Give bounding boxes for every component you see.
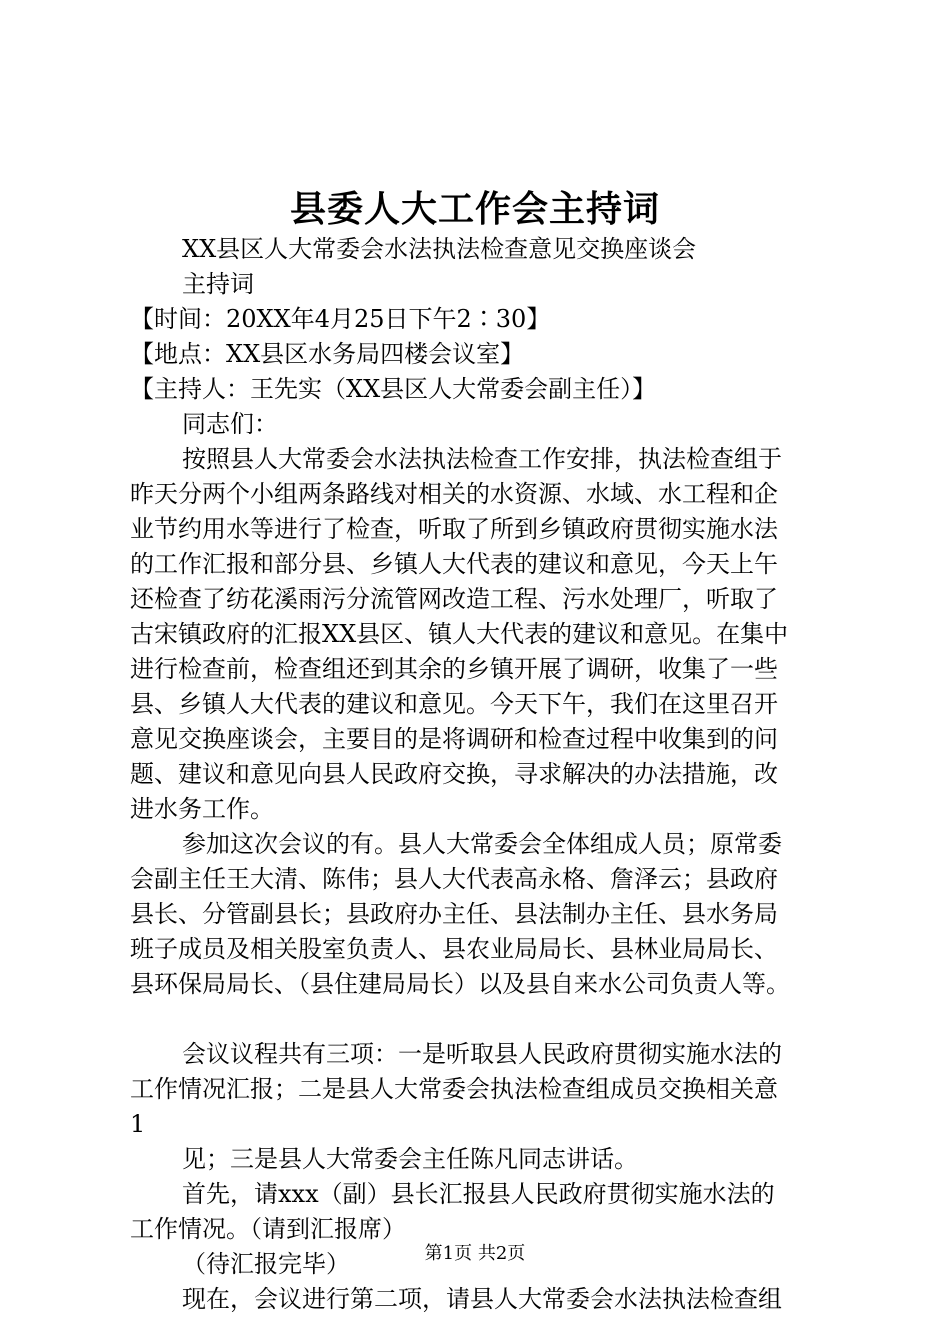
text-line: 见；三是县人大常委会主任陈凡同志讲话。 [182, 1145, 638, 1173]
text-line: 县环保局局长、（县住建局局长）以及县自来水公司负责人等。 [130, 970, 790, 998]
text-block-main [130, 232, 830, 1002]
text-line: 班子成员及相关股室负责人、县农业局局长、县林业局局长、 [130, 935, 778, 963]
text-line: 【主持人：王先实（XX县区人大常委会副主任）】 [130, 375, 657, 403]
text-line: 进水务工作。 [130, 795, 274, 823]
text-line: 昨天分两个小组两条路线对相关的水资源、水域、水工程和企 [130, 480, 778, 508]
text-line: XX县区人大常委会水法执法检查意见交换座谈会 [182, 235, 697, 263]
text-line: 进行检查前，检查组还到其余的乡镇开展了调研，收集了一些 [130, 655, 778, 683]
text-line: 古宋镇政府的汇报XX县区、镇人大代表的建议和意见。在集中 [130, 620, 789, 648]
blank-line [130, 1002, 830, 1037]
text-line: 题、建议和意见向县人民政府交换，寻求解决的办法措施，改 [130, 760, 778, 788]
text-line: 工作情况。（请到汇报席） [130, 1215, 406, 1243]
text-line: 【时间：20XX年4月25日下午2∶30】 [130, 305, 551, 333]
text-line: 意见交换座谈会，主要目的是将调研和检查过程中收集到的问 [130, 725, 778, 753]
text-line: 同志们： [182, 410, 278, 438]
text-block-continuation [130, 1142, 830, 1317]
text-line: 【地点：XX县区水务局四楼会议室】 [130, 340, 525, 368]
document-body [130, 232, 830, 1317]
text-line: 县、乡镇人大代表的建议和意见。今天下午，我们在这里召开 [130, 690, 778, 718]
text-block-agenda [130, 1037, 830, 1107]
text-line: 的工作汇报和部分县、乡镇人大代表的建议和意见，今天上午 [130, 550, 778, 578]
text-line: 按照县人大常委会水法执法检查工作安排，执法检查组于 [182, 445, 782, 473]
text-line: 现在，会议进行第二项，请县人大常委会水法执法检查组 [182, 1285, 782, 1313]
text-line: 会副主任王大清、陈伟；县人大代表高永格、詹泽云；县政府 [130, 865, 778, 893]
text-line: 还检查了纺花溪雨污分流管网改造工程、污水处理厂，听取了 [130, 585, 778, 613]
text-line: 业节约用水等进行了检查，听取了所到乡镇政府贯彻实施水法 [130, 515, 778, 543]
text-line: 县长、分管副县长；县政府办主任、县法制办主任、县水务局 [130, 900, 778, 928]
text-line: 参加这次会议的有。县人大常委会全体组成人员；原常委 [182, 830, 782, 858]
page-footer: 第1页 共2页 [424, 1243, 526, 1264]
text-line: 主持词 [182, 270, 254, 298]
text-line: 工作情况汇报；二是县人大常委会执法检查组成员交换相关意 [130, 1075, 778, 1103]
text-line: 首先，请xxx（副）县长汇报县人民政府贯彻实施水法的 [182, 1180, 775, 1208]
text-line: （待汇报完毕） [182, 1250, 350, 1278]
page-marker: 1 [130, 1110, 146, 1138]
document-title: 县委人大工作会主持词 [289, 188, 660, 230]
text-line: 会议议程共有三项：一是听取县人民政府贯彻实施水法的 [182, 1040, 782, 1068]
